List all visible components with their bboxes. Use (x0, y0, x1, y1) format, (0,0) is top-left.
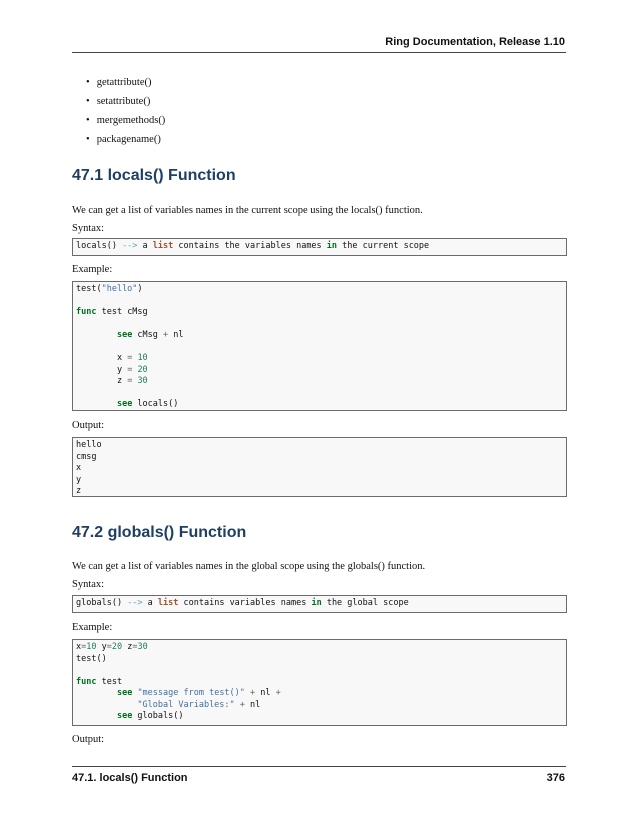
section-heading-locals: 47.1 locals() Function (72, 167, 236, 184)
section-heading-globals: 47.2 globals() Function (72, 524, 247, 541)
locals-syntax-code-block: locals() --> a list contains the variables names in the current scope (72, 238, 567, 256)
footer-page-number: 376 (546, 772, 565, 784)
locals-example-code-block: test("hello") func test cMsg see cMsg + nl x = 10 y = 20 z = 30 see locals() (72, 281, 567, 411)
header-divider (72, 52, 566, 53)
footer-divider (72, 766, 566, 767)
running-header-title: Ring Documentation, Release 1.10 (385, 36, 565, 48)
locals-syntax-label: Syntax: (72, 223, 105, 234)
footer-section-name: 47.1. locals() Function (72, 772, 188, 784)
globals-syntax-code-block: globals() --> a list contains variables names in the global scope (72, 595, 567, 613)
locals-intro-paragraph: We can get a list of variables names in the current scope using the locals() function. (72, 205, 423, 216)
bullet-item: • packagename() (86, 133, 165, 152)
bullet-item: • setattribute() (86, 95, 165, 114)
bullet-item: • mergemethods() (86, 114, 165, 133)
locals-example-label: Example: (72, 264, 113, 275)
locals-output-code-block: hello cmsg x y z (72, 437, 567, 497)
globals-example-code-block: x=10 y=20 z=30 test() func test see "message from test()" + nl + "Global Variables:" + nl see globals() (72, 639, 567, 726)
locals-output-label: Output: (72, 420, 105, 431)
method-bullet-list (86, 76, 165, 152)
globals-output-label: Output: (72, 734, 105, 745)
globals-syntax-label: Syntax: (72, 579, 105, 590)
globals-example-label: Example: (72, 622, 113, 633)
globals-intro-paragraph: We can get a list of variables names in the global scope using the globals() function. (72, 561, 426, 572)
bullet-item: • getattribute() (86, 76, 165, 95)
